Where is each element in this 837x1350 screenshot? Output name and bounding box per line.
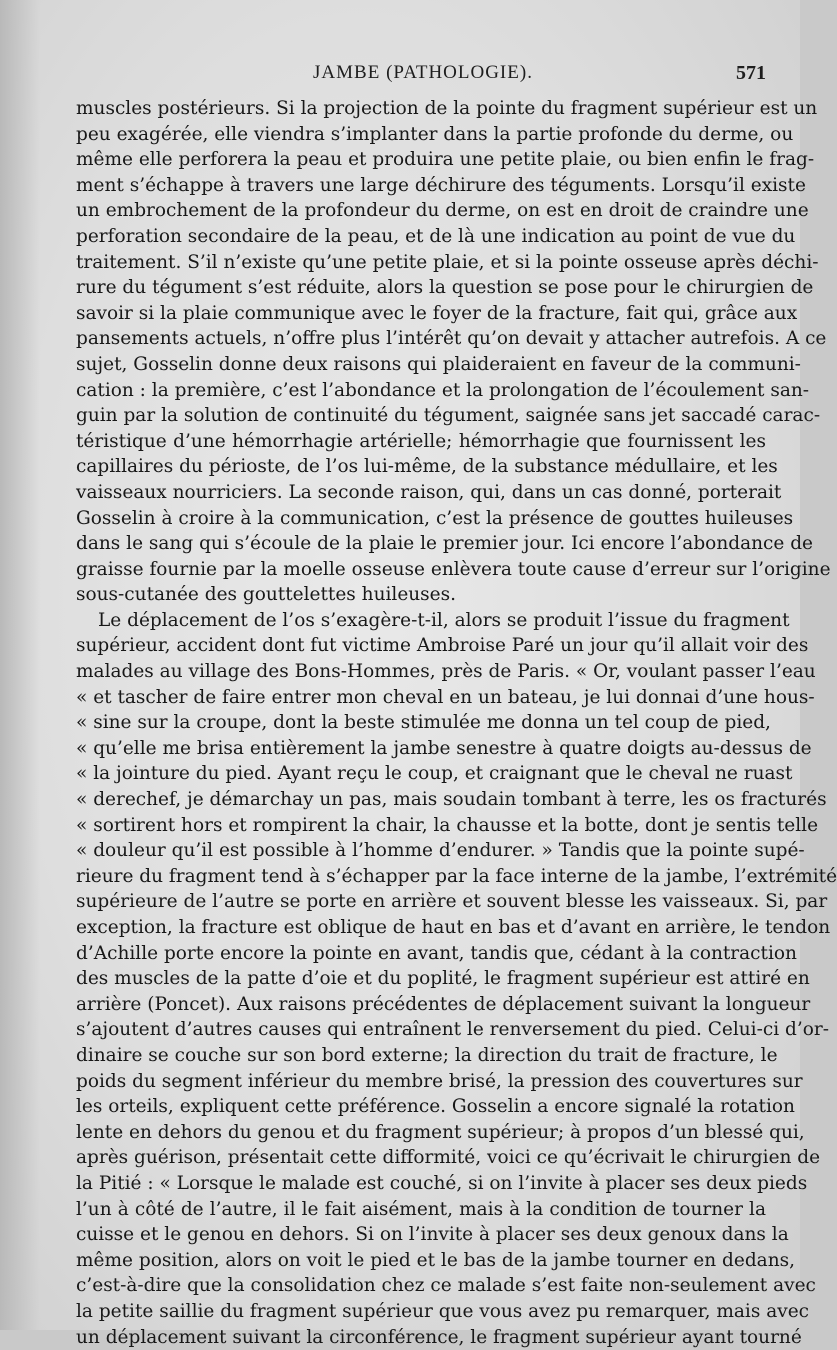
text-line: « douleur qu’il est possible à l’homme d’endurer. » Tandis que la pointe supé- xyxy=(76,838,766,864)
text-line: graisse fournie par la moelle osseuse enlèvera toute cause d’erreur sur l’origine xyxy=(76,557,766,583)
text-line: « sortirent hors et rompirent la chair, la chausse et la botte, dont je sentis telle xyxy=(76,813,766,839)
text-line: « qu’elle me brisa entièrement la jambe senestre à quatre doigts au-dessus de xyxy=(76,736,766,762)
text-line: d’Achille porte encore la pointe en avant, tandis que, cédant à la contraction xyxy=(76,941,766,967)
text-line: « sine sur la croupe, dont la beste stimulée me donna un tel coup de pied, xyxy=(76,710,766,736)
text-line: après guérison, présentait cette difformité, voici ce qu’écrivait le chirurgien de xyxy=(76,1145,766,1171)
text-line: savoir si la plaie communique avec le foyer de la fracture, fait qui, grâce aux xyxy=(76,301,766,327)
text-line: « la jointure du pied. Ayant reçu le coup, et craignant que le cheval ne ruast xyxy=(76,761,766,787)
text-line: même position, alors on voit le pied et le bas de la jambe tourner en dedans, xyxy=(76,1248,766,1274)
text-line: dans le sang qui s’écoule de la plaie le premier jour. Ici encore l’abondance de xyxy=(76,531,766,557)
text-line: les orteils, expliquent cette préférence. Gosselin a encore signalé la rotation xyxy=(76,1094,766,1120)
text-line: ment s’échappe à travers une large déchirure des téguments. Lorsqu’il existe xyxy=(76,173,766,199)
text-line: exception, la fracture est oblique de haut en bas et d’avant en arrière, le tendon xyxy=(76,915,766,941)
running-title: JAMBE (PATHOLOGIE). xyxy=(80,62,766,84)
text-line: la petite saillie du fragment supérieur que vous avez pu remarquer, mais avec xyxy=(76,1299,766,1325)
text-line: cuisse et le genou en dehors. Si on l’invite à placer ses deux genoux dans la xyxy=(76,1222,766,1248)
text-line: perforation secondaire de la peau, et de là une indication au point de vue du xyxy=(76,224,766,250)
text-line: « derechef, je démarchay un pas, mais soudain tombant à terre, les os fracturés xyxy=(76,787,766,813)
text-line: téristique d’une hémorrhagie artérielle; hémorrhagie que fournissent les xyxy=(76,429,766,455)
text-line: dinaire se couche sur son bord externe; la direction du trait de fracture, le xyxy=(76,1043,766,1069)
text-line: rieure du fragment tend à s’échapper par la face interne de la jambe, l’extrémité xyxy=(76,864,766,890)
text-line: supérieure de l’autre se porte en arrière et souvent blesse les vaisseaux. Si, par xyxy=(76,889,766,915)
text-line: rure du tégument s’est réduite, alors la question se pose pour le chirurgien de xyxy=(76,275,766,301)
text-line: lente en dehors du genou et du fragment supérieur; à propos d’un blessé qui, xyxy=(76,1120,766,1146)
text-line: peu exagérée, elle viendra s’implanter dans la partie profonde du derme, ou xyxy=(76,122,766,148)
text-line: un embrochement de la profondeur du derme, on est en droit de craindre une xyxy=(76,198,766,224)
text-line: « et tascher de faire entrer mon cheval en un bateau, je lui donnai d’une hous- xyxy=(76,685,766,711)
text-line: un déplacement suivant la circonférence, le fragment supérieur ayant tourné xyxy=(76,1325,766,1350)
text-line: la Pitié : « Lorsque le malade est couché, si on l’invite à placer ses deux pieds xyxy=(76,1171,766,1197)
text-line: poids du segment inférieur du membre brisé, la pression des couvertures sur xyxy=(76,1069,766,1095)
text-line: pansements actuels, n’offre plus l’intérêt qu’on devait y attacher autrefois. A ce xyxy=(76,326,766,352)
text-line: traitement. S’il n’existe qu’une petite plaie, et si la pointe osseuse après déchi- xyxy=(76,250,766,276)
text-line: cation : la première, c’est l’abondance et la prolongation de l’écoulement san- xyxy=(76,378,766,404)
text-line: des muscles de la patte d’oie et du poplité, le fragment supérieur est attiré en xyxy=(76,966,766,992)
text-line: s’ajoutent d’autres causes qui entraînent le renversement du pied. Celui-ci d’or- xyxy=(76,1017,766,1043)
text-line: sujet, Gosselin donne deux raisons qui plaideraient en faveur de la communi- xyxy=(76,352,766,378)
text-line: Le déplacement de l’os s’exagère-t-il, alors se produit l’issue du fragment xyxy=(76,608,766,634)
text-line: c’est-à-dire que la consolidation chez ce malade s’est faite non-seulement avec xyxy=(76,1273,766,1299)
text-line: guin par la solution de continuité du tégument, saignée sans jet saccadé carac- xyxy=(76,403,766,429)
text-line: vaisseaux nourriciers. La seconde raison, qui, dans un cas donné, porterait xyxy=(76,480,766,506)
page-number: 571 xyxy=(736,62,766,85)
text-line: supérieur, accident dont fut victime Ambroise Paré un jour qu’il allait voir des xyxy=(76,633,766,659)
body-text xyxy=(76,96,766,1350)
text-line: même elle perforera la peau et produira une petite plaie, ou bien enfin le frag- xyxy=(76,147,766,173)
text-line: sous-cutanée des gouttelettes huileuses. xyxy=(76,582,766,608)
text-line: muscles postérieurs. Si la projection de la pointe du fragment supérieur est un xyxy=(76,96,766,122)
text-line: Gosselin à croire à la communication, c’est la présence de gouttes huileuses xyxy=(76,506,766,532)
text-line: malades au village des Bons-Hommes, près de Paris. « Or, voulant passer l’eau xyxy=(76,659,766,685)
text-line: l’un à côté de l’autre, il le fait aisément, mais à la condition de tourner la xyxy=(76,1197,766,1223)
text-line: capillaires du périoste, de l’os lui-même, de la substance médullaire, et les xyxy=(76,454,766,480)
page-header xyxy=(80,62,766,90)
text-line: arrière (Poncet). Aux raisons précédentes de déplacement suivant la longueur xyxy=(76,992,766,1018)
